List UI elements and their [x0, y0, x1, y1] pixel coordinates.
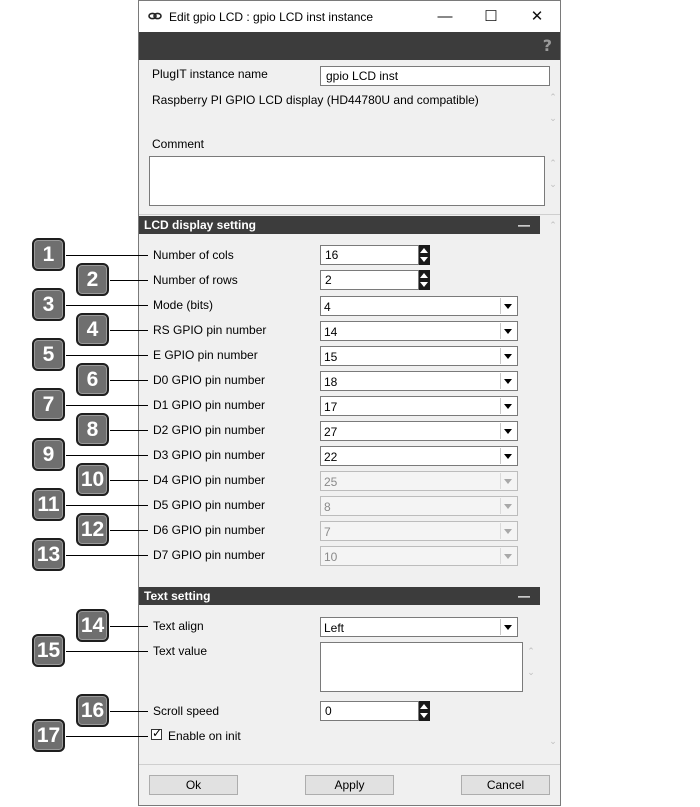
comment-label: Comment — [152, 137, 205, 151]
mode-select[interactable] — [320, 296, 518, 316]
d3-pin-label: D3 GPIO pin number — [153, 448, 266, 462]
mode-label: Mode (bits) — [153, 298, 214, 312]
rows-label: Number of rows — [153, 273, 238, 287]
callout-badge-14: 14 — [76, 609, 109, 642]
scroll-speed-label: Scroll speed — [153, 704, 220, 718]
minimize-icon: — — [437, 8, 453, 25]
d4-pin-select — [320, 471, 518, 491]
ok-button[interactable]: Ok — [149, 775, 238, 795]
callout-badge-3: 3 — [32, 288, 65, 321]
callout-badge-2: 2 — [76, 263, 109, 296]
spinner-arrows-icon[interactable] — [419, 245, 430, 265]
callout-leader — [110, 430, 148, 431]
rs-pin-value: 14 — [324, 325, 338, 339]
cols-label: Number of cols — [153, 248, 234, 262]
callout-badge-1: 1 — [32, 238, 65, 271]
dropdown-arrow-icon[interactable] — [500, 373, 516, 389]
lcd-section-header[interactable] — [139, 216, 540, 234]
callout-leader — [66, 505, 148, 506]
dropdown-arrow-icon[interactable] — [500, 298, 516, 314]
text-section-title: Text setting — [144, 589, 211, 603]
d4-pin-value: 25 — [324, 475, 338, 489]
d6-pin-label: D6 GPIO pin number — [153, 523, 266, 537]
dropdown-arrow-icon[interactable] — [500, 448, 516, 464]
d2-pin-select[interactable] — [320, 421, 518, 441]
dropdown-arrow-icon[interactable] — [500, 398, 516, 414]
text-align-value: Left — [324, 621, 345, 635]
close-button[interactable] — [514, 1, 560, 32]
dropdown-arrow-icon — [500, 498, 516, 514]
rows-value[interactable]: 2 — [320, 270, 419, 290]
callout-badge-7: 7 — [32, 388, 65, 421]
callout-badge-15: 15 — [32, 634, 65, 667]
text-align-label: Text align — [153, 619, 204, 633]
callout-leader — [66, 736, 148, 737]
d5-pin-select — [320, 496, 518, 516]
callout-badge-10: 10 — [76, 463, 109, 496]
callout-badge-4: 4 — [76, 313, 109, 346]
dropdown-arrow-icon[interactable] — [500, 348, 516, 364]
callout-leader — [110, 530, 148, 531]
d2-pin-value: 27 — [324, 425, 338, 439]
callout-leader — [66, 355, 148, 356]
divider — [139, 214, 560, 215]
callout-leader — [110, 330, 148, 331]
enable-on-init-label: Enable on init — [168, 729, 241, 743]
d6-pin-select — [320, 521, 518, 541]
callout-badge-6: 6 — [76, 363, 109, 396]
d6-pin-value: 7 — [324, 525, 331, 539]
dropdown-arrow-icon[interactable] — [500, 619, 516, 635]
callout-badge-17: 17 — [32, 719, 65, 752]
description-scrollbar[interactable]: ⌃ ⌄ — [549, 92, 557, 123]
collapse-icon[interactable]: — — [518, 218, 530, 232]
spinner-arrows-icon[interactable] — [419, 701, 430, 721]
maximize-button[interactable] — [468, 1, 514, 32]
main-scrollbar[interactable]: ⌃ ⌄ — [549, 220, 557, 746]
dropdown-arrow-icon — [500, 473, 516, 489]
rs-pin-select[interactable] — [320, 321, 518, 341]
window-title: Edit gpio LCD : gpio LCD inst instance — [169, 10, 374, 24]
collapse-icon[interactable]: — — [518, 589, 530, 603]
d0-pin-value: 18 — [324, 375, 338, 389]
e-pin-select[interactable] — [320, 346, 518, 366]
callout-leader — [110, 711, 148, 712]
cols-value[interactable]: 16 — [320, 245, 419, 265]
d1-pin-value: 17 — [324, 400, 338, 414]
d3-pin-value: 22 — [324, 450, 338, 464]
d5-pin-label: D5 GPIO pin number — [153, 498, 266, 512]
callout-badge-5: 5 — [32, 338, 65, 371]
dropdown-arrow-icon — [500, 548, 516, 564]
divider — [139, 764, 560, 765]
instance-name-input[interactable]: gpio LCD inst — [320, 66, 550, 86]
d3-pin-select[interactable] — [320, 446, 518, 466]
dropdown-arrow-icon — [500, 523, 516, 539]
title-bar[interactable] — [139, 1, 560, 32]
callout-badge-13: 13 — [32, 538, 65, 571]
minimize-button[interactable] — [422, 1, 468, 32]
instance-name-label: PlugIT instance name — [152, 67, 268, 81]
d4-pin-label: D4 GPIO pin number — [153, 473, 266, 487]
callout-leader — [66, 255, 148, 256]
d7-pin-label: D7 GPIO pin number — [153, 548, 266, 562]
checkmark-icon: ✓ — [152, 726, 163, 740]
cols-spinner[interactable] — [320, 245, 430, 265]
callout-leader — [110, 626, 148, 627]
callout-leader — [110, 480, 148, 481]
lcd-section-title: LCD display setting — [144, 218, 257, 232]
callout-leader — [66, 405, 148, 406]
callout-leader — [66, 651, 148, 652]
close-icon: ✕ — [530, 8, 544, 25]
apply-button[interactable]: Apply — [305, 775, 394, 795]
e-pin-value: 15 — [324, 350, 338, 364]
dropdown-arrow-icon[interactable] — [500, 423, 516, 439]
d2-pin-label: D2 GPIO pin number — [153, 423, 266, 437]
callout-leader — [110, 280, 148, 281]
text-section-header[interactable] — [139, 587, 540, 605]
chain-link-icon — [148, 10, 162, 22]
rs-pin-label: RS GPIO pin number — [153, 323, 267, 337]
scroll-speed-spinner[interactable] — [320, 701, 430, 721]
d7-pin-value: 10 — [324, 550, 338, 564]
e-pin-label: E GPIO pin number — [153, 348, 258, 362]
cancel-button[interactable]: Cancel — [461, 775, 550, 795]
d7-pin-select — [320, 546, 518, 566]
help-icon[interactable]: ? — [542, 36, 552, 55]
enable-on-init-checkbox[interactable] — [151, 726, 163, 740]
callout-leader — [66, 305, 148, 306]
comment-textarea[interactable] — [149, 156, 545, 206]
callout-leader — [66, 555, 148, 556]
d0-pin-select[interactable] — [320, 371, 518, 391]
d5-pin-value: 8 — [324, 500, 331, 514]
comment-scrollbar[interactable]: ⌃ ⌄ — [549, 158, 557, 189]
spinner-arrows-icon[interactable] — [419, 270, 430, 290]
callout-badge-12: 12 — [76, 513, 109, 546]
dropdown-arrow-icon[interactable] — [500, 323, 516, 339]
rows-spinner[interactable] — [320, 270, 430, 290]
callout-leader — [66, 455, 148, 456]
callout-badge-8: 8 — [76, 413, 109, 446]
d0-pin-label: D0 GPIO pin number — [153, 373, 266, 387]
callout-badge-16: 16 — [76, 694, 109, 727]
text-value-label: Text value — [153, 644, 208, 658]
toolbar — [139, 32, 560, 60]
callout-badge-9: 9 — [32, 438, 65, 471]
text-value-textarea[interactable] — [320, 642, 523, 692]
text-align-select[interactable] — [320, 617, 518, 637]
callout-leader — [110, 380, 148, 381]
plugin-description: Raspberry PI GPIO LCD display (HD44780U and compatible) — [152, 93, 479, 107]
text-value-scrollbar[interactable]: ⌃ ⌄ — [527, 646, 535, 677]
scroll-speed-value[interactable]: 0 — [320, 701, 419, 721]
maximize-icon: ☐ — [484, 8, 498, 25]
d1-pin-label: D1 GPIO pin number — [153, 398, 266, 412]
mode-value: 4 — [324, 300, 331, 314]
callout-badge-11: 11 — [32, 488, 65, 521]
d1-pin-select[interactable] — [320, 396, 518, 416]
